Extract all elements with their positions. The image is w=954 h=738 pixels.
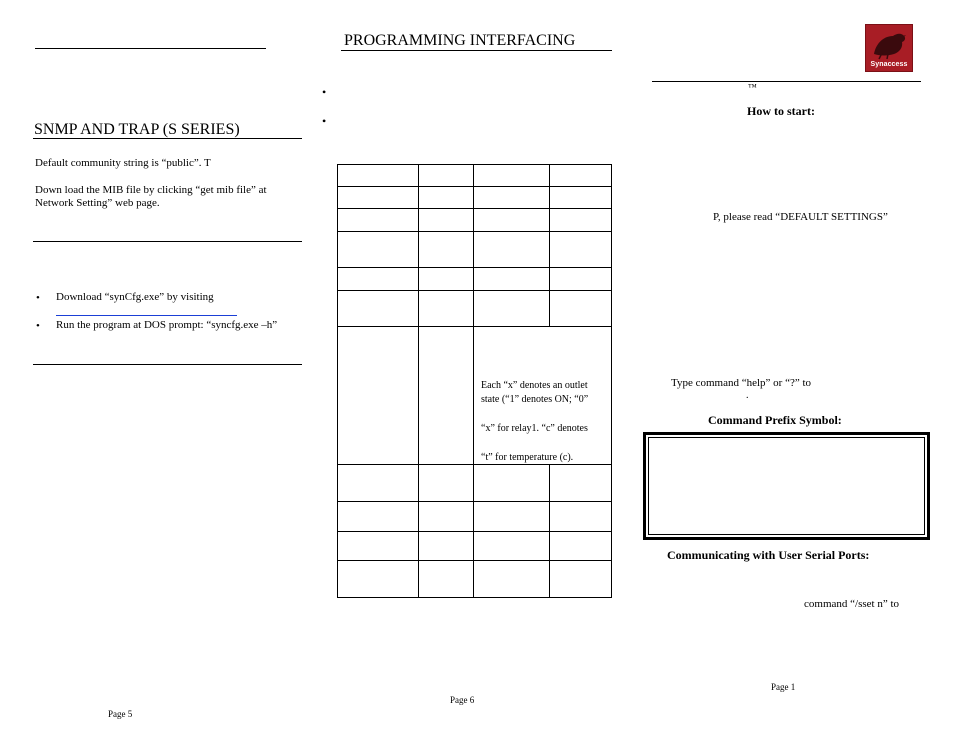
bird-logo-icon xyxy=(866,27,912,61)
bullet-download-syncfg: Download “synCfg.exe” by visiting xyxy=(56,291,214,303)
section-title-underline xyxy=(33,138,302,139)
trademark-symbol: ™ xyxy=(748,82,757,92)
middle-title-underline xyxy=(341,50,612,51)
community-string-paragraph: Default community string is “public”. T xyxy=(35,157,211,169)
left-top-rule xyxy=(35,48,266,49)
help-command-line: Type command “help” or “?” to xyxy=(671,377,812,389)
bullet-marker: • xyxy=(322,114,327,128)
synaccess-logo xyxy=(865,24,913,72)
serial-ports-heading: Communicating with User Serial Ports: xyxy=(667,548,870,562)
how-to-start-heading: How to start: xyxy=(747,104,815,118)
mib-download-paragraph: Down load the MIB file by clicking “get mib file” at Network Setting” web page. xyxy=(35,184,267,209)
page-number-1: Page 1 xyxy=(771,682,796,692)
bullet-marker: • xyxy=(36,320,40,332)
table-cell-line: state (“1” denotes ON; “0” xyxy=(481,394,589,405)
logo-wordmark: Synaccess xyxy=(870,61,908,68)
bullet-run-program: Run the program at DOS prompt: “syncfg.exe –h” xyxy=(56,319,278,331)
table-cell-line: “t” for temperature (c). xyxy=(481,452,574,463)
left-mid-rule-2 xyxy=(33,364,302,365)
sset-command-line: command “/sset n” to xyxy=(804,598,900,610)
command-prefix-box xyxy=(643,432,930,540)
period-mark: . xyxy=(746,390,749,401)
right-top-rule xyxy=(652,81,921,82)
default-settings-line: P, please read “DEFAULT SETTINGS” xyxy=(713,211,888,223)
bullet-marker: • xyxy=(36,292,40,304)
section-title-snmp: SNMP AND TRAP (S SERIES) xyxy=(34,121,240,138)
download-link-underline[interactable] xyxy=(56,315,237,316)
programming-interfacing-title: PROGRAMMING INTERFACING xyxy=(344,32,576,49)
page-number-6: Page 6 xyxy=(450,695,475,705)
bullet-marker: • xyxy=(322,85,327,99)
table-cell-line: “x” for relay1. “c” denotes xyxy=(481,423,588,434)
table-cell-line: Each “x” denotes an outlet xyxy=(481,380,588,391)
page-number-5: Page 5 xyxy=(108,709,133,719)
left-mid-rule-1 xyxy=(33,241,302,242)
command-prefix-heading: Command Prefix Symbol: xyxy=(708,413,842,427)
